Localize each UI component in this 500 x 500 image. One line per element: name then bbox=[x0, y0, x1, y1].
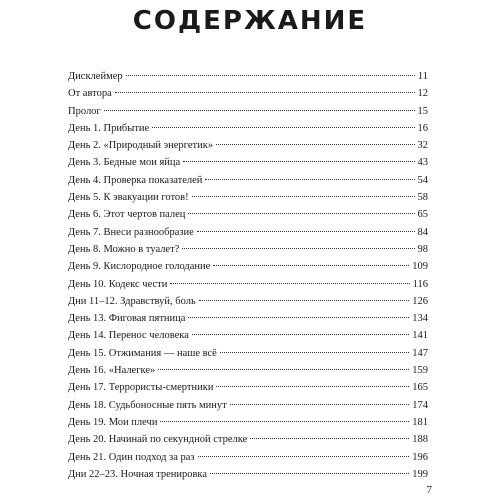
toc-entry-page: 43 bbox=[417, 157, 428, 169]
toc-entry bbox=[68, 241, 428, 258]
toc-entry bbox=[68, 345, 428, 362]
toc-entry bbox=[68, 466, 428, 483]
page-title: СОДЕРЖАНИЕ bbox=[132, 6, 368, 36]
toc-entry bbox=[68, 206, 428, 223]
toc-entry-label: День 16. «Налегке» bbox=[68, 365, 156, 377]
dot-leader bbox=[188, 213, 414, 214]
toc-entry bbox=[68, 327, 428, 344]
toc-entry bbox=[68, 224, 428, 241]
toc-entry-page: 54 bbox=[417, 174, 428, 186]
toc-entry-label: Пролог bbox=[68, 105, 101, 117]
dot-leader bbox=[192, 196, 415, 197]
toc-entry-page: 32 bbox=[417, 140, 428, 152]
toc-entry-page: 159 bbox=[412, 365, 428, 377]
toc-entry bbox=[68, 431, 428, 448]
dot-leader bbox=[126, 75, 415, 76]
toc-entry bbox=[68, 276, 428, 293]
toc-entry bbox=[68, 189, 428, 206]
toc-entry-page: 141 bbox=[412, 330, 428, 342]
dot-leader bbox=[220, 352, 409, 353]
toc-entry-page: 181 bbox=[412, 416, 428, 428]
toc-entry-page: 134 bbox=[412, 313, 428, 325]
toc-entry bbox=[68, 310, 428, 327]
toc-entry-label: День 19. Мои плечи bbox=[68, 416, 158, 428]
toc-entry-page: 16 bbox=[417, 122, 428, 134]
toc-entry-label: День 21. Один подход за раз bbox=[68, 451, 195, 463]
toc-entry-page: 199 bbox=[412, 468, 428, 480]
table-of-contents bbox=[68, 68, 428, 483]
dot-leader bbox=[230, 404, 410, 405]
toc-entry-label: День 9. Кислородное голодание bbox=[68, 261, 211, 273]
toc-entry-label: День 13. Фиговая пятница bbox=[68, 313, 186, 325]
toc-entry-page: 126 bbox=[412, 295, 428, 307]
toc-entry-label: От автора bbox=[68, 88, 112, 100]
dot-leader bbox=[199, 300, 410, 301]
toc-entry-label: Дисклеймер bbox=[68, 71, 123, 82]
toc-entry bbox=[68, 137, 428, 154]
dot-leader bbox=[198, 456, 410, 457]
toc-entry-label: День 8. Можно в туалет? bbox=[68, 243, 180, 255]
dot-leader bbox=[197, 231, 415, 232]
dot-leader bbox=[158, 369, 409, 370]
toc-entry bbox=[68, 120, 428, 137]
toc-entry-label: День 18. Судьбоносные пять минут bbox=[68, 399, 227, 411]
toc-entry bbox=[68, 68, 428, 85]
toc-entry-label: Дни 22–23. Ночная тренировка bbox=[68, 468, 208, 480]
toc-entry-page: 196 bbox=[412, 451, 428, 463]
toc-entry-page: 165 bbox=[412, 382, 428, 394]
toc-entry-label: Дни 11–12. Здравствуй, боль bbox=[68, 295, 196, 307]
toc-entry bbox=[68, 293, 428, 310]
dot-leader bbox=[188, 317, 409, 318]
dot-leader bbox=[160, 421, 409, 422]
toc-entry-page: 188 bbox=[412, 434, 428, 446]
toc-entry-page: 65 bbox=[417, 209, 428, 221]
toc-entry-label: День 2. «Природный энергетик» bbox=[68, 140, 214, 152]
toc-entry-page: 174 bbox=[412, 399, 428, 411]
dot-leader bbox=[213, 265, 409, 266]
toc-entry bbox=[68, 397, 428, 414]
dot-leader bbox=[152, 127, 414, 128]
dot-leader bbox=[216, 386, 409, 387]
toc-entry-label: День 7. Внеси разнообразие bbox=[68, 226, 194, 238]
toc-entry-page: 12 bbox=[417, 88, 428, 100]
dot-leader bbox=[216, 144, 414, 145]
toc-entry bbox=[68, 103, 428, 120]
dot-leader bbox=[205, 179, 414, 180]
toc-entry-label: День 6. Этот чертов палец bbox=[68, 209, 186, 221]
toc-entry bbox=[68, 379, 428, 396]
toc-entry bbox=[68, 362, 428, 379]
toc-entry bbox=[68, 154, 428, 171]
toc-entry-label: День 1. Прибытие bbox=[68, 122, 150, 134]
toc-entry-page: 116 bbox=[412, 278, 428, 290]
toc-entry-label: День 10. Кодекс чести bbox=[68, 278, 168, 290]
toc-entry bbox=[68, 172, 428, 189]
toc-entry bbox=[68, 414, 428, 431]
toc-entry-label: День 15. Отжимания — наше всё bbox=[68, 347, 217, 359]
page-number: 7 bbox=[426, 484, 432, 496]
toc-entry-page: 147 bbox=[412, 347, 428, 359]
toc-entry-page: 11 bbox=[417, 71, 428, 82]
toc-entry-page: 15 bbox=[417, 105, 428, 117]
dot-leader bbox=[183, 161, 414, 162]
dot-leader bbox=[115, 92, 415, 93]
dot-leader bbox=[192, 334, 409, 335]
toc-entry-page: 109 bbox=[412, 261, 428, 273]
toc-entry bbox=[68, 85, 428, 102]
toc-entry-label: День 4. Проверка показателей bbox=[68, 174, 203, 186]
toc-entry-label: День 17. Террористы-смертники bbox=[68, 382, 214, 394]
toc-entry bbox=[68, 258, 428, 275]
toc-entry-label: День 3. Бедные мои яйца bbox=[68, 157, 181, 169]
dot-leader bbox=[250, 438, 409, 439]
toc-entry-label: День 14. Перенос человека bbox=[68, 330, 189, 342]
toc-entry-page: 58 bbox=[417, 192, 428, 204]
dot-leader bbox=[170, 283, 409, 284]
toc-entry-page: 84 bbox=[417, 226, 428, 238]
dot-leader bbox=[182, 248, 414, 249]
toc-entry-page: 98 bbox=[417, 243, 428, 255]
dot-leader bbox=[210, 473, 409, 474]
toc-entry-label: День 20. Начинай по секундной стрелке bbox=[68, 434, 248, 446]
toc-entry-label: День 5. К эвакуации готов! bbox=[68, 192, 189, 204]
toc-entry bbox=[68, 449, 428, 466]
dot-leader bbox=[104, 110, 415, 111]
